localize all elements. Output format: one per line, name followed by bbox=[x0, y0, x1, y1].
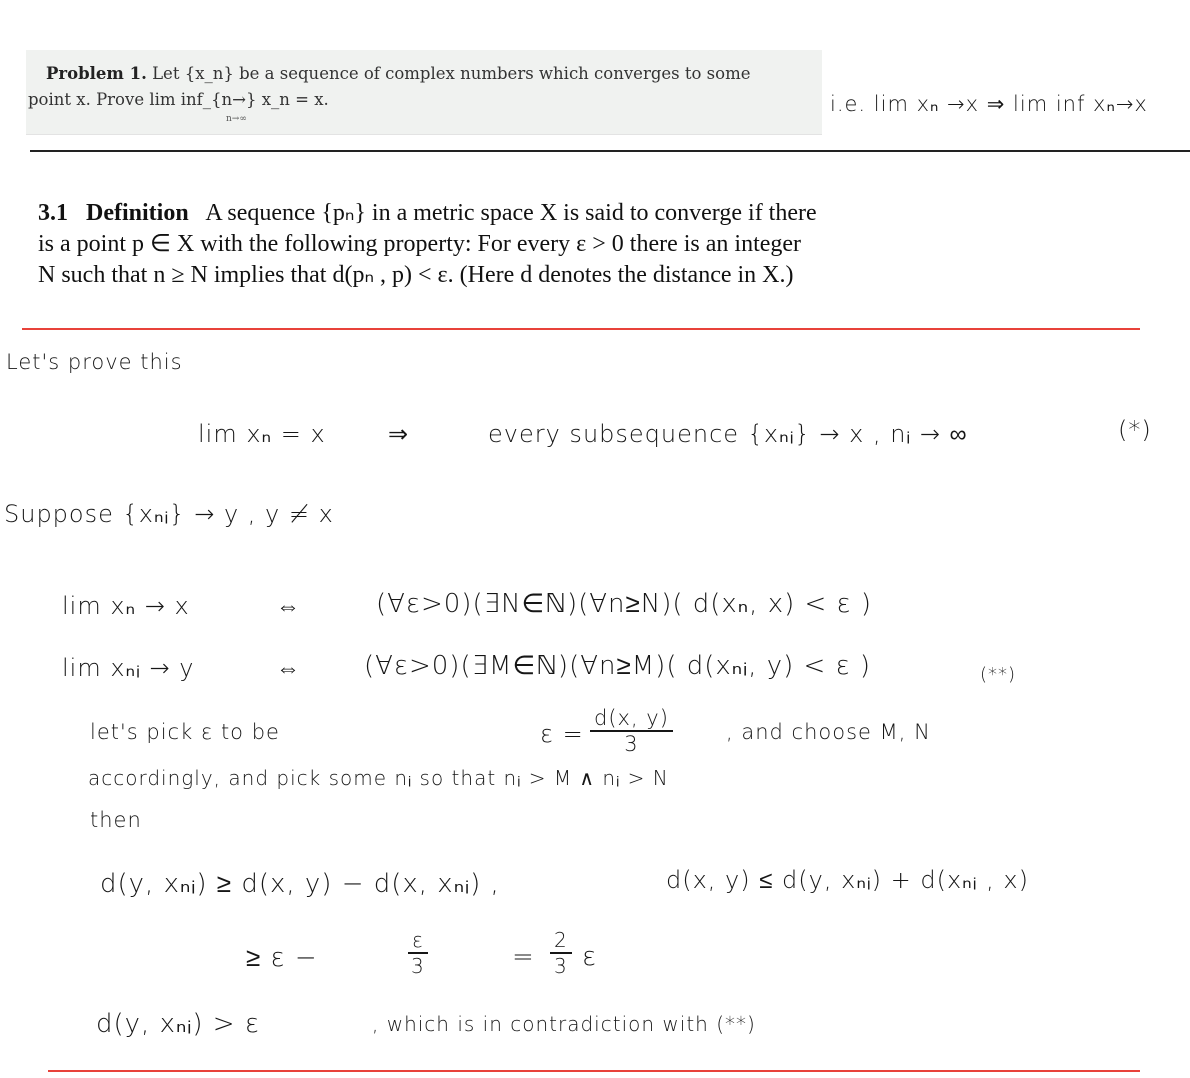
inequality-2b: = bbox=[512, 942, 535, 972]
inequality-1: d(y, xₙᵢ) ≥ d(x, y) − d(x, xₙᵢ) , bbox=[100, 869, 500, 899]
pick-line-1: let's pick ε to be bbox=[90, 720, 280, 744]
result-fraction bbox=[550, 928, 572, 978]
eps-fraction bbox=[590, 706, 673, 756]
line-a-iff: ⇔ bbox=[276, 592, 301, 620]
ineq-frac-denominator: 3 bbox=[411, 954, 425, 978]
pick-line-2: , and choose M, N bbox=[726, 720, 931, 744]
pick-line-3: accordingly, and pick some nᵢ so that nᵢ > M ∧ nᵢ > N bbox=[88, 766, 669, 790]
definition-line-3: N such that n ≥ N implies that d(pₙ , p) < ε. (Here d denotes the distance in X.) bbox=[38, 262, 794, 288]
inequality-2-fraction bbox=[408, 928, 428, 978]
eps-eq: ε = bbox=[540, 720, 584, 748]
ineq-frac-numerator: ε bbox=[408, 928, 428, 954]
eps-numerator: d(x, y) bbox=[590, 706, 673, 732]
divider-red-top bbox=[22, 328, 1140, 330]
claim-right: every subsequence {xₙᵢ} → x , nᵢ → ∞ bbox=[488, 420, 968, 448]
then-word: then bbox=[90, 808, 142, 832]
definition-line-2: is a point p ∈ X with the following property: For every ε > 0 there is an integer bbox=[38, 231, 802, 257]
claim-left: lim xₙ = x bbox=[198, 420, 326, 448]
definition-line-1 bbox=[38, 198, 817, 227]
claim-tag: (*) bbox=[1118, 416, 1152, 444]
divider-red-bottom bbox=[48, 1070, 1140, 1072]
triangle-inequality: d(x, y) ≤ d(y, xₙᵢ) + d(xₙᵢ , x) bbox=[666, 866, 1029, 894]
claim-arrow: ⇒ bbox=[388, 420, 410, 448]
line-a-right: (∀ε>0)(∃N∈ℕ)(∀n≥N)( d(xₙ, x) < ε ) bbox=[376, 589, 872, 619]
definition-text-1: A sequence {pₙ} in a metric space X is said to converge if there bbox=[205, 200, 817, 226]
line-b-left: lim xₙᵢ → y bbox=[62, 654, 195, 682]
line-b-right: (∀ε>0)(∃M∈ℕ)(∀n≥M)( d(xₙᵢ, y) < ε ) bbox=[364, 651, 872, 681]
problem-line-1 bbox=[46, 64, 751, 83]
conclusion-right: , which is in contradiction with (**) bbox=[372, 1012, 756, 1036]
divider-black bbox=[30, 150, 1190, 152]
note-top: i.e. lim xₙ →x ⇒ lim inf xₙ→x bbox=[830, 92, 1148, 116]
problem-label: Problem 1. bbox=[46, 64, 147, 83]
line-a-left: lim xₙ → x bbox=[62, 592, 190, 620]
problem-text-2: point x. Prove lim inf_{n→} x_n = x. bbox=[28, 90, 329, 109]
result-numerator: 2 bbox=[550, 928, 572, 954]
definition-label: Definition bbox=[86, 200, 189, 226]
inequality-2a: ≥ ε − bbox=[246, 943, 318, 973]
eps-denominator: 3 bbox=[624, 732, 639, 756]
conclusion-left: d(y, xₙᵢ) > ε bbox=[96, 1009, 260, 1039]
line-b-iff: ⇔ bbox=[276, 654, 301, 682]
result-denominator: 3 bbox=[554, 954, 568, 978]
line-b-tag: (**) bbox=[980, 664, 1017, 685]
definition-number: 3.1 bbox=[38, 200, 68, 226]
problem-image bbox=[26, 50, 822, 135]
suppose-line: Suppose {xₙᵢ} → y , y ≠ x bbox=[4, 500, 334, 528]
proof-intro: Let's prove this bbox=[6, 350, 183, 374]
problem-lim-subscript: n→∞ bbox=[226, 114, 247, 124]
problem-text-1: Let {x_n} be a sequence of complex numbers which converges to some bbox=[152, 64, 751, 83]
inequality-2c: ε bbox=[582, 942, 598, 972]
